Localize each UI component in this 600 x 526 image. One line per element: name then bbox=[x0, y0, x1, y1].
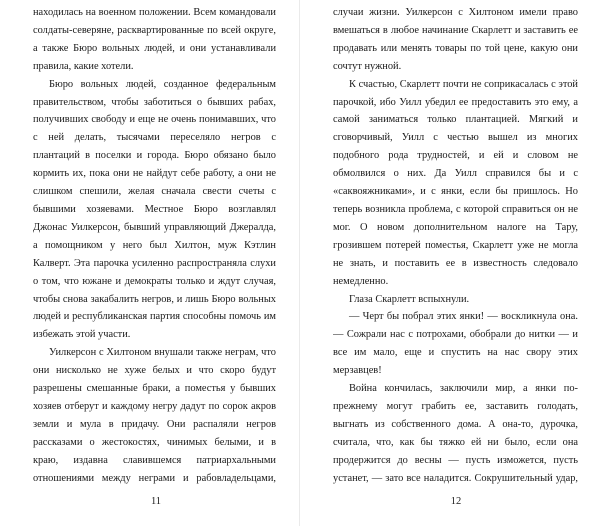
left-page-body bbox=[33, 4, 276, 484]
left-paragraph: находилась на военном положении. Всем командовали солдаты-северяне, расквартированные по всей округе, а также Бюро вольных людей, и они устанавливали правила, какие хотели. bbox=[33, 7, 276, 72]
right-page-number: 12 bbox=[450, 496, 462, 507]
right-paragraph: случаи жизни. Уилкерсон с Хилтоном имели право вмешаться в любое начинание Скарлетт и заставить ее продавать или менять товары по той цене, какую они сочтут нужной. bbox=[333, 7, 578, 72]
right-paragraph: — Черт бы побрал этих янки! — воскликнула она. — Сожрали нас с потрохами, обобрали до нитки — и все им мало, еще и спустить на нас свору этих мерзавцев! bbox=[333, 311, 578, 377]
left-paragraph: Бюро вольных людей, созданное федеральным правительством, чтобы заботиться о бывших рабах, получивших свободу и еще не очень понимавших, что с ней делать, тысячами переселяло негров с плантаций в поселки и города. Бюро обязано было кормить их, пока они не найдут себе работу, а они не слишком спешили, желая сначала свести счеты с бывшими хозяевами. Местное Бюро возглавлял Джонас Уилкерсон, бывший управляющий Джералда, а помощником у него был Хилтон, муж Кэтлин Калверт. Эта парочка усиленно распространяла слухи о том, что южане и демократы только и ждут случая, чтобы снова закабалить негров, и лишь Бюро вольных людей и республиканская партия способны помочь им избежать этой участи. bbox=[33, 78, 276, 341]
left-paragraph: Уилкерсон с Хилтоном внушали также неграм, что они нисколько не хуже белых и что скоро будут разрешены смешанные браки, а поместья у бывших хозяев отберут и каждому негру дадут по сорок акров земли и мула в придачу. Они распаляли негров рассказами о жестокостях, чинимых белыми, и в краю, издавна славившемся патриархальными отношениями между неграми и рабовладельцами, bbox=[33, 347, 276, 484]
left-page-number: 11 bbox=[150, 496, 162, 507]
right-paragraph: Глаза Скарлетт вспыхнули. bbox=[349, 293, 470, 305]
right-page-body bbox=[333, 4, 578, 484]
right-page bbox=[300, 0, 600, 526]
right-paragraph: К счастью, Скарлетт почти не соприкасалась с этой парочкой, ибо Уилл убедил ее предоставить это ему, а самой заниматься только плантацией. Мягкий и сговорчивый, Уилл с честью вышел из многих подобного рода трудностей, и ей и словом не обмолвился о них. Да Уилл справился бы и с «саквояжниками», и с янки, если бы пришлось. Но теперь возникла проблема, с которой справиться он не мог. О новом дополнительном налоге на Тару, грозившем потерей поместья, Скарлетт уже не могла не знать, и поставить ее в известность следовало немедленно. bbox=[333, 78, 578, 287]
right-paragraph: Война кончилась, заключили мир, а янки по-прежнему могут грабить ее, заставить голодать, выгнать из собственного дома. А она-то, дурочка, считала, что, как бы тяжко ей ни было, если она продержится до весны — пусть изможется, пусть устанет, — зато все наладится. Сокрушительный удар, bbox=[333, 383, 578, 484]
